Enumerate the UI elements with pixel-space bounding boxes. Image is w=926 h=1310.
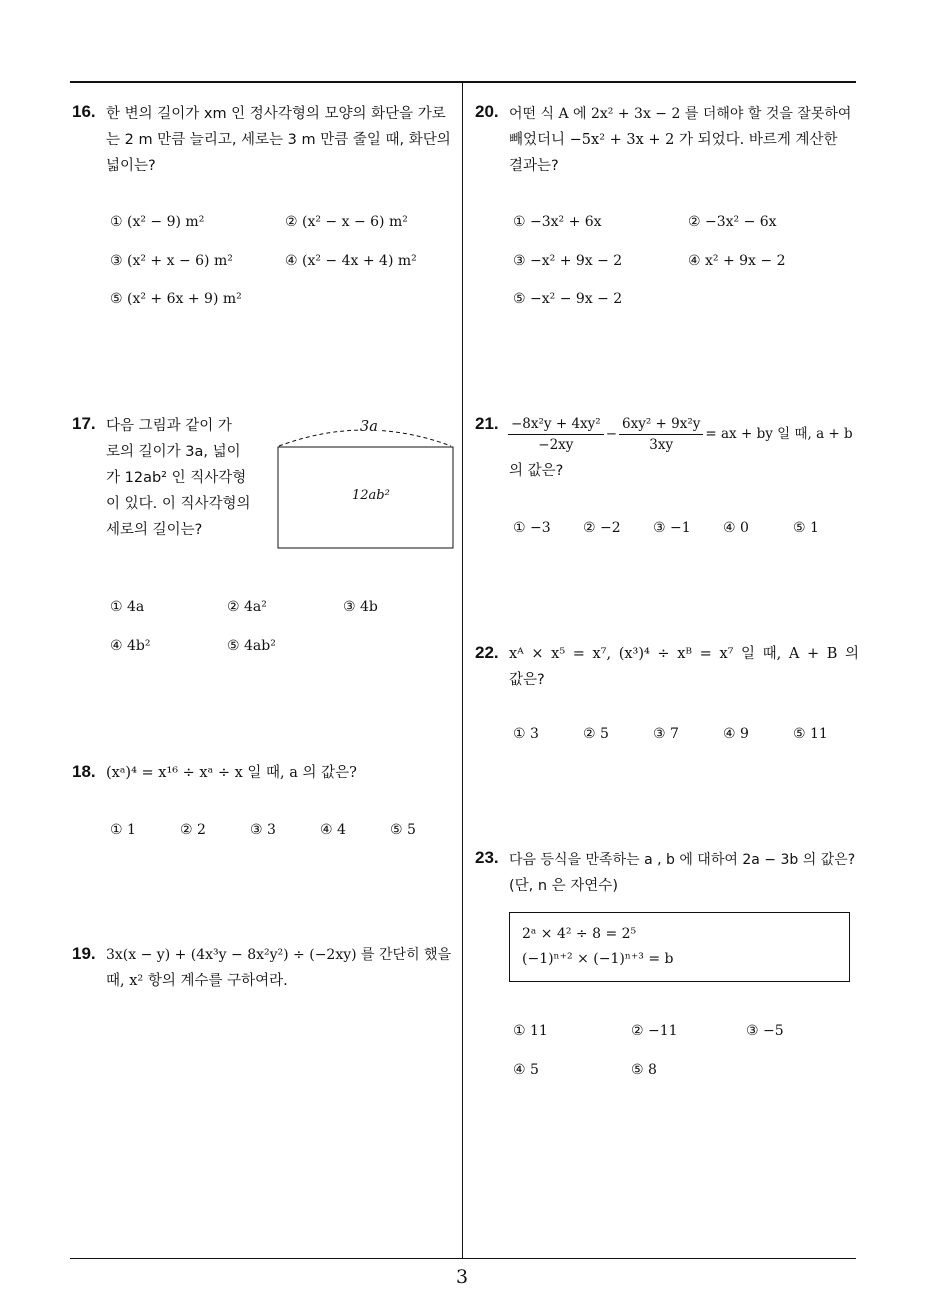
answer-option[interactable]: ④ 9 — [723, 726, 749, 742]
page-number: 3 — [456, 1266, 469, 1288]
answer-option[interactable]: ② 4a² — [227, 599, 267, 615]
answer-option[interactable]: ① 3 — [513, 726, 539, 742]
answer-option[interactable]: ③ −1 — [653, 520, 691, 536]
question-text: 값은? — [509, 672, 545, 688]
question-number: 22. — [475, 643, 499, 662]
question-text: xᴬ × x⁵ = x⁷, (x³)⁴ ÷ xᴮ = x⁷ 일 때, A + B 의 — [509, 646, 859, 662]
answer-option[interactable]: ③ (x² + x − 6) m² — [110, 253, 233, 269]
question-text: (xᵃ)⁴ = x¹⁶ ÷ xᵃ ÷ x 일 때, a 의 값은? — [106, 765, 357, 781]
fraction-1-numerator: −8x²y + 4xy² — [508, 414, 604, 435]
fraction-1 — [508, 414, 604, 455]
fraction-2-denominator: 3xy — [649, 437, 674, 453]
question-text: 어떤 식 A 에 2x² + 3x − 2 를 더해야 할 것을 잘못하여 — [509, 106, 852, 122]
answer-option[interactable]: ② 5 — [583, 726, 609, 742]
answer-option[interactable]: ② −2 — [583, 520, 621, 536]
answer-option[interactable]: ③ −x² + 9x − 2 — [513, 253, 623, 269]
answer-option[interactable]: ⑤ −x² − 9x − 2 — [513, 291, 623, 307]
condition-line: (−1)ⁿ⁺² × (−1)ⁿ⁺³ = b — [522, 951, 674, 967]
answer-option[interactable]: ⑤ 4ab² — [227, 638, 276, 654]
question-equation — [506, 414, 853, 455]
bottom-rule — [70, 1258, 856, 1259]
answer-option[interactable]: ③ 7 — [653, 726, 679, 742]
answer-option[interactable]: ④ 4 — [320, 822, 346, 838]
question-text: 다음 등식을 만족하는 a , b 에 대하여 2a − 3b 의 값은? — [509, 852, 856, 868]
fraction-2-numerator: 6xy² + 9x²y — [619, 414, 703, 435]
answer-option[interactable]: ① −3 — [513, 520, 551, 536]
question-number: 17. — [72, 414, 96, 433]
question-number: 20. — [475, 102, 499, 121]
question-text: 3x(x − y) + (4x³y − 8x²y²) ÷ (−2xy) 를 간단히 했을 — [106, 947, 452, 963]
top-rule — [70, 81, 856, 83]
question-text: 세로의 길이는? — [106, 522, 203, 538]
column-divider — [462, 83, 463, 1259]
question-number: 21. — [475, 414, 499, 433]
question-number: 19. — [72, 944, 96, 963]
question-number: 18. — [72, 762, 96, 781]
condition-line: 2ᵃ × 4² ÷ 8 = 2⁵ — [522, 926, 637, 942]
figure-area-label: 12ab² — [352, 488, 390, 503]
answer-option[interactable]: ⑤ (x² + 6x + 9) m² — [110, 291, 242, 307]
answer-option[interactable]: ④ 4b² — [110, 638, 151, 654]
figure-width-label: 3a — [360, 419, 378, 435]
question-text: 가 12ab² 인 직사각형 — [106, 470, 247, 486]
question-text: 의 값은? — [509, 463, 564, 479]
answer-option[interactable]: ② −3x² − 6x — [688, 214, 777, 230]
question-text: 때, x² 항의 계수를 구하여라. — [106, 973, 288, 989]
answer-option[interactable]: ③ 3 — [250, 822, 276, 838]
fraction-1-denominator: −2xy — [538, 437, 574, 453]
answer-option[interactable]: ② (x² − x − 6) m² — [285, 214, 408, 230]
answer-option[interactable]: ② −11 — [631, 1023, 678, 1039]
answer-option[interactable]: ④ 5 — [513, 1062, 539, 1078]
answer-option[interactable]: ② 2 — [180, 822, 206, 838]
question-text: 빼었더니 −5x² + 3x + 2 가 되었다. 바르게 계산한 — [509, 132, 838, 148]
question-text: 결과는? — [509, 158, 559, 174]
question-text: 는 2 m 만큼 늘리고, 세로는 3 m 만큼 줄일 때, 화단의 — [106, 132, 451, 148]
question-text: 로의 길이가 3a, 넓이 — [106, 444, 241, 460]
answer-option[interactable]: ⑤ 11 — [793, 726, 828, 742]
answer-option[interactable]: ③ −5 — [746, 1023, 784, 1039]
answer-option[interactable]: ① 11 — [513, 1023, 548, 1039]
answer-option[interactable]: ⑤ 5 — [390, 822, 416, 838]
question-number: 16. — [72, 102, 96, 121]
fraction-2 — [619, 414, 703, 455]
answer-option[interactable]: ⑤ 1 — [793, 520, 819, 536]
equation-rest: = ax + by 일 때, a + b — [705, 426, 853, 442]
answer-option[interactable]: ④ 0 — [723, 520, 749, 536]
question-text: 넓이는? — [106, 158, 156, 174]
question-text: (단, n 은 자연수) — [509, 878, 618, 894]
answer-option[interactable]: ① 4a — [110, 599, 145, 615]
question-text: 이 있다. 이 직사각형의 — [106, 496, 251, 512]
question-number: 23. — [475, 848, 499, 867]
answer-option[interactable]: ① −3x² + 6x — [513, 214, 602, 230]
question-text: 다음 그림과 같이 가 — [106, 418, 232, 434]
answer-option[interactable]: ⑤ 8 — [631, 1062, 657, 1078]
answer-option[interactable]: ① 1 — [110, 822, 136, 838]
answer-option[interactable]: ④ x² + 9x − 2 — [688, 253, 786, 269]
minus-sign: − — [605, 426, 618, 442]
answer-option[interactable]: ③ 4b — [343, 599, 378, 615]
question-text: 한 변의 길이가 xm 인 정사각형의 모양의 화단을 가로 — [106, 106, 446, 122]
answer-option[interactable]: ① (x² − 9) m² — [110, 214, 205, 230]
answer-option[interactable]: ④ (x² − 4x + 4) m² — [285, 253, 417, 269]
